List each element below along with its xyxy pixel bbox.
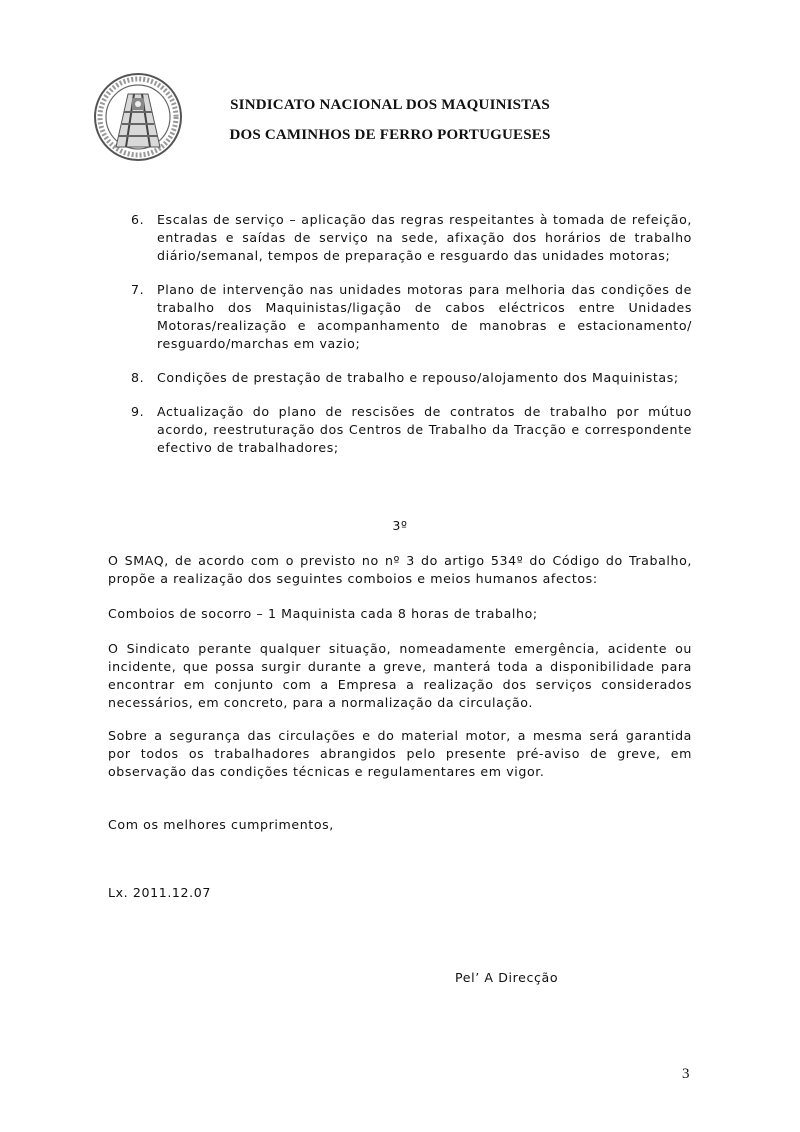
paragraph-minimum-services: O SMAQ, de acordo com o previsto no nº 3 do artigo 534º do Código do Trabalho, propõe a realização dos seguintes comboios e meios humanos afectos:: [108, 553, 692, 586]
demands-list: [131, 211, 692, 473]
list-item-number: 9.: [131, 404, 145, 419]
list-item-text: Escalas de serviço – aplicação das regras respeitantes à tomada de refeição, entradas e saídas de serviço na sede, afixação dos horários de trabalho diário/semanal, tempos de preparação e resguardo das unidades motoras;: [157, 212, 692, 263]
org-name-line2: DOS CAMINHOS DE FERRO PORTUGUESES: [229, 127, 551, 143]
union-seal-logo: [88, 72, 188, 162]
document-date: Lx. 2011.12.07: [108, 885, 211, 900]
paragraph-rescue-trains: Comboios de socorro – 1 Maquinista cada 8 horas de trabalho;: [108, 606, 538, 621]
list-item-text: Condições de prestação de trabalho e repouso/alojamento dos Maquinistas;: [157, 370, 679, 385]
list-item: [131, 369, 692, 387]
paragraph-emergency: O Sindicato perante qualquer situação, nomeadamente emergência, acidente ou incidente, que possa surgir durante a greve, manterá toda a disponibilidade para encontrar em conjunto com a Empresa a realização dos serviços considerados necessários, em concreto, para a normalização da circulação.: [108, 641, 692, 710]
list-item: [131, 281, 692, 353]
list-item-text: Plano de intervenção nas unidades motoras para melhoria das condições de trabalho dos Maquinistas/ligação de cabos eléctricos entre Unidades Motoras/realização e acompanhamento de manobras e estacionamento/ resguardo/marchas em vazio;: [157, 282, 692, 351]
list-item-text: Actualização do plano de rescisões de contratos de trabalho por mútuo acordo, reestruturação dos Centros de Trabalho da Tracção e correspondente efectivo de trabalhadores;: [157, 404, 692, 455]
org-name-line1: SINDICATO NACIONAL DOS MAQUINISTAS: [230, 97, 550, 113]
list-item-number: 8.: [131, 370, 145, 385]
closing-salutation: Com os melhores cumprimentos,: [108, 817, 334, 832]
list-item-number: 7.: [131, 282, 145, 297]
list-item: [131, 403, 692, 457]
section-heading: 3º: [392, 518, 408, 533]
paragraph-safety: Sobre a segurança das circulações e do material motor, a mesma será garantida por todos os trabalhadores abrangidos pelo presente pré-aviso de greve, em observação das condições técnicas e regulamentares em vigor.: [108, 728, 692, 779]
signature-line: Pel’ A Direcção: [455, 970, 559, 985]
list-item-number: 6.: [131, 212, 145, 227]
list-item: [131, 211, 692, 265]
page-number: 3: [682, 1066, 690, 1082]
